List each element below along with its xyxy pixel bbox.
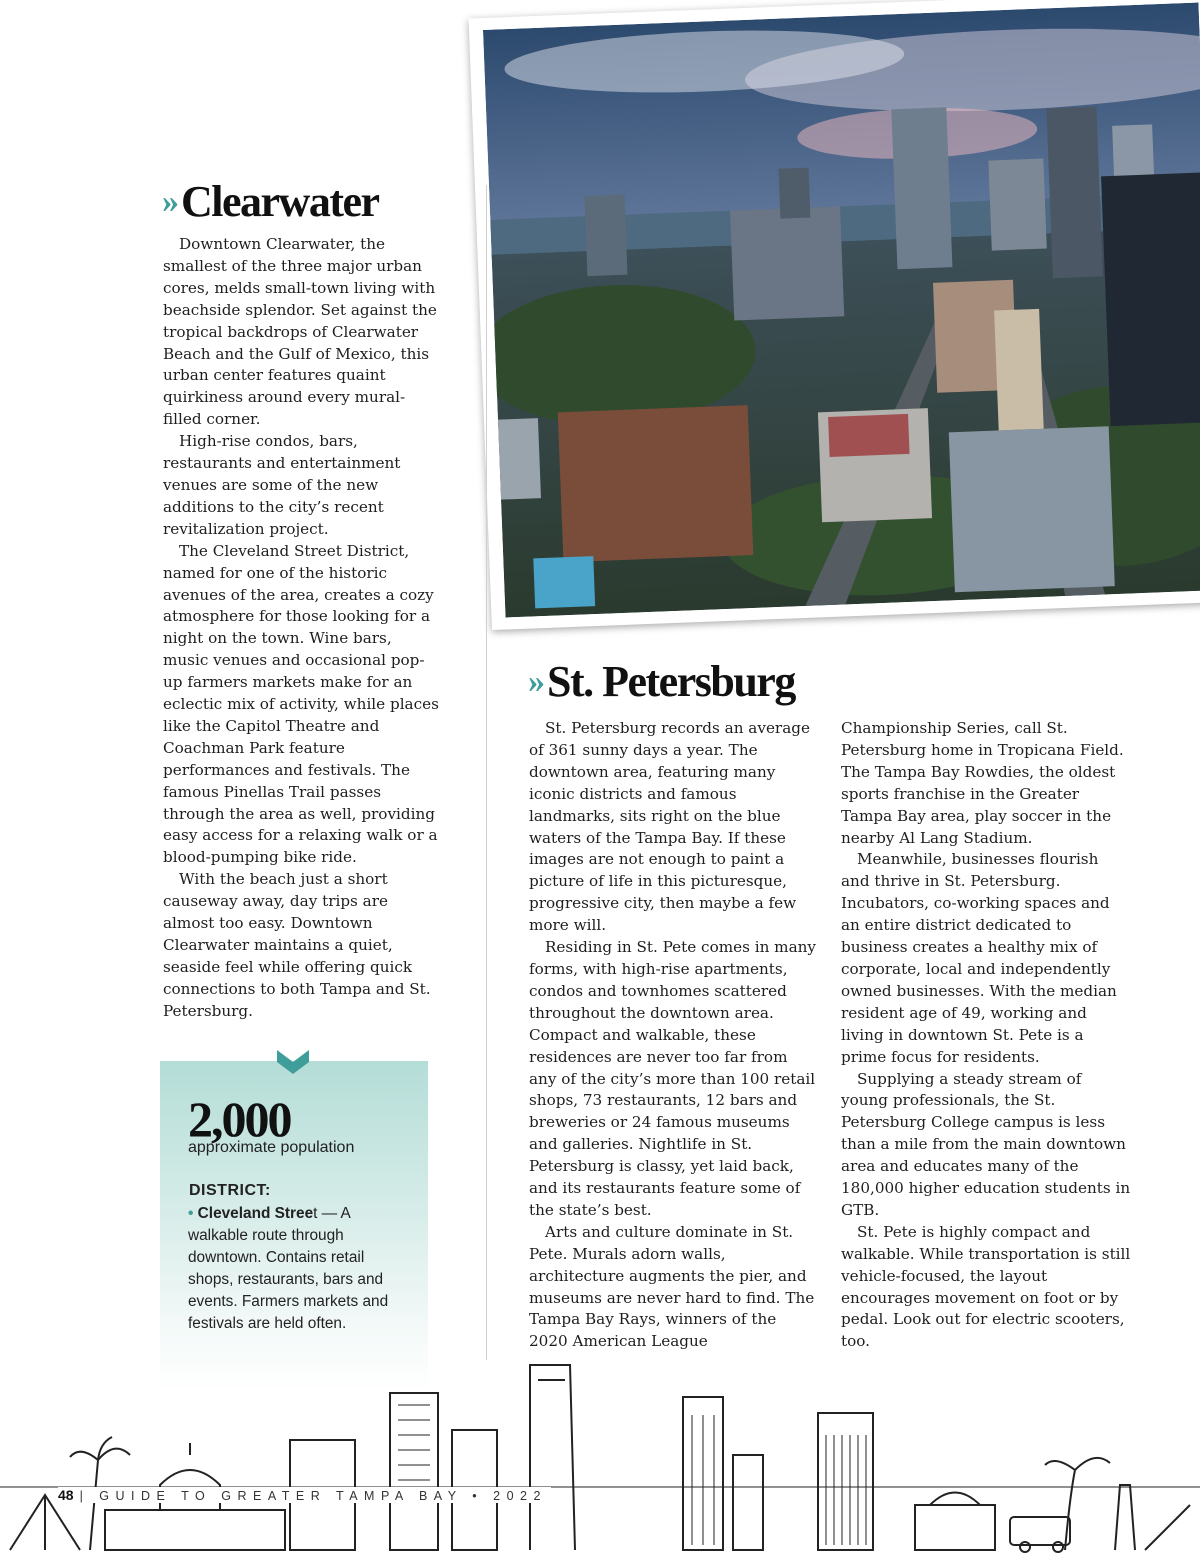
skyline-illustration [0, 1345, 1200, 1558]
stpete-paragraph: Residing in St. Pete comes in many forms, with high-rise apartments, condos and townhomes scattered throughout the downtown area. Compact and walkable, these residences are never too far from any of the city’s more than 100 retail shops, 73 restaurants, 12 bars and breweries or 24 famous museums and galleries. Nightlife in St. Petersburg is classy, yet laid back, and its restaurants feature some of the state’s best. [529, 938, 817, 1219]
district-text: — A walkable route through downtown. Contains retail shops, restaurants, bars and events. Farmers markets and festivals are held often. [188, 1205, 389, 1332]
clearwater-title: Clearwater [181, 177, 379, 226]
stpete-heading [528, 657, 795, 706]
stpete-title: St. Petersburg [547, 657, 795, 706]
stpete-paragraph: Supplying a steady stream of young professionals, the St. Petersburg College campus is less than a mile from the main downtown area and educates many of the 180,000 higher education students in GTB. [841, 1069, 1131, 1219]
stpete-paragraph: Arts and culture dominate in St. Pete. Murals adorn walls, architecture augments the pier, and museums are never hard to find. The Tampa Bay Rays, winners of the 2020 American League [529, 1222, 815, 1351]
clearwater-body [163, 234, 440, 1023]
district-name: Cleveland Stree [197, 1205, 314, 1222]
stpete-paragraph: Meanwhile, businesses flourish and thrive in St. Petersburg. Incubators, co-working spaces and an entire district dedicated to business creates a healthy mix of corporate, local and independently owned businesses. With the median resident age of 49, working and living in downtown St. Pete is a prime focus for residents. [841, 850, 1117, 1066]
population-number: 2,000 [188, 1091, 291, 1147]
district-name-rest: t [313, 1205, 318, 1222]
bullet-icon: • [188, 1205, 194, 1222]
clearwater-paragraph: Downtown Clearwater, the smallest of the three major urban cores, melds small-town living with beachside splendor. Set against the tropical backdrops of Clearwater Beach and the Gulf of Mexico, this urban center features quaint quirkiness around every mural-filled corner. [163, 235, 437, 429]
heading-marker-icon: » [162, 183, 175, 220]
stpete-paragraph: St. Petersburg records an average of 361 sunny days a year. The downtown area, featuring many iconic districts and famous landmarks, sits right on the blue waters of the Tampa Bay. If these images are not enough to paint a picture of life in this picturesque, progressive city, then maybe a few more will. [529, 719, 810, 935]
stpete-paragraph: St. Pete is highly compact and walkable. While transportation is still vehicle-focused, the layout encourages movement on foot or by pedal. Look out for electric scooters, too. [841, 1222, 1131, 1351]
stpete-column-1 [529, 718, 819, 1353]
page-footer [58, 1487, 551, 1503]
clearwater-paragraph: High-rise condos, bars, restaurants and entertainment venues are some of the new additions to the city’s recent revitalization project. [163, 432, 401, 538]
page-number: 48 [58, 1487, 74, 1503]
column-divider [486, 185, 487, 1360]
stpete-column-2 [841, 718, 1131, 1353]
population-label: approximate population [188, 1139, 355, 1156]
chevron-down-icon [277, 1050, 309, 1076]
publication-title: | GUIDE TO GREATER TAMPA BAY • 2022 [79, 1489, 547, 1503]
clearwater-paragraph: The Cleveland Street District, named for one of the historic avenues of the area, creates a cozy atmosphere for those looking for a night on the town. Wine bars, music venues and occasional pop-up farmers markets make for an eclectic mix of activity, while places like the Capitol Theatre and Coachman Park feature performances and festivals. The famous Pinellas Trail passes through the area as well, providing easy access for a relaxing walk or a blood-pumping bike ride. [163, 541, 439, 867]
heading-marker-icon: » [528, 663, 541, 700]
photo-frame [469, 0, 1200, 630]
clearwater-heading [162, 177, 379, 226]
stpete-paragraph: Championship Series, call St. Petersburg home in Tropicana Field. The Tampa Bay Rowdies, the oldest sports franchise in the Greater Tampa Bay area, play soccer in the nearby Al Lang Stadium. [841, 719, 1124, 847]
district-description [188, 1203, 413, 1335]
aerial-city-photo [483, 2, 1200, 617]
district-label: DISTRICT: [189, 1182, 271, 1199]
clearwater-paragraph: With the beach just a short causeway away, day trips are almost too easy. Downtown Clearwater maintains a quiet, seaside feel while offering quick connections to both Tampa and St. Petersburg. [163, 870, 431, 1020]
